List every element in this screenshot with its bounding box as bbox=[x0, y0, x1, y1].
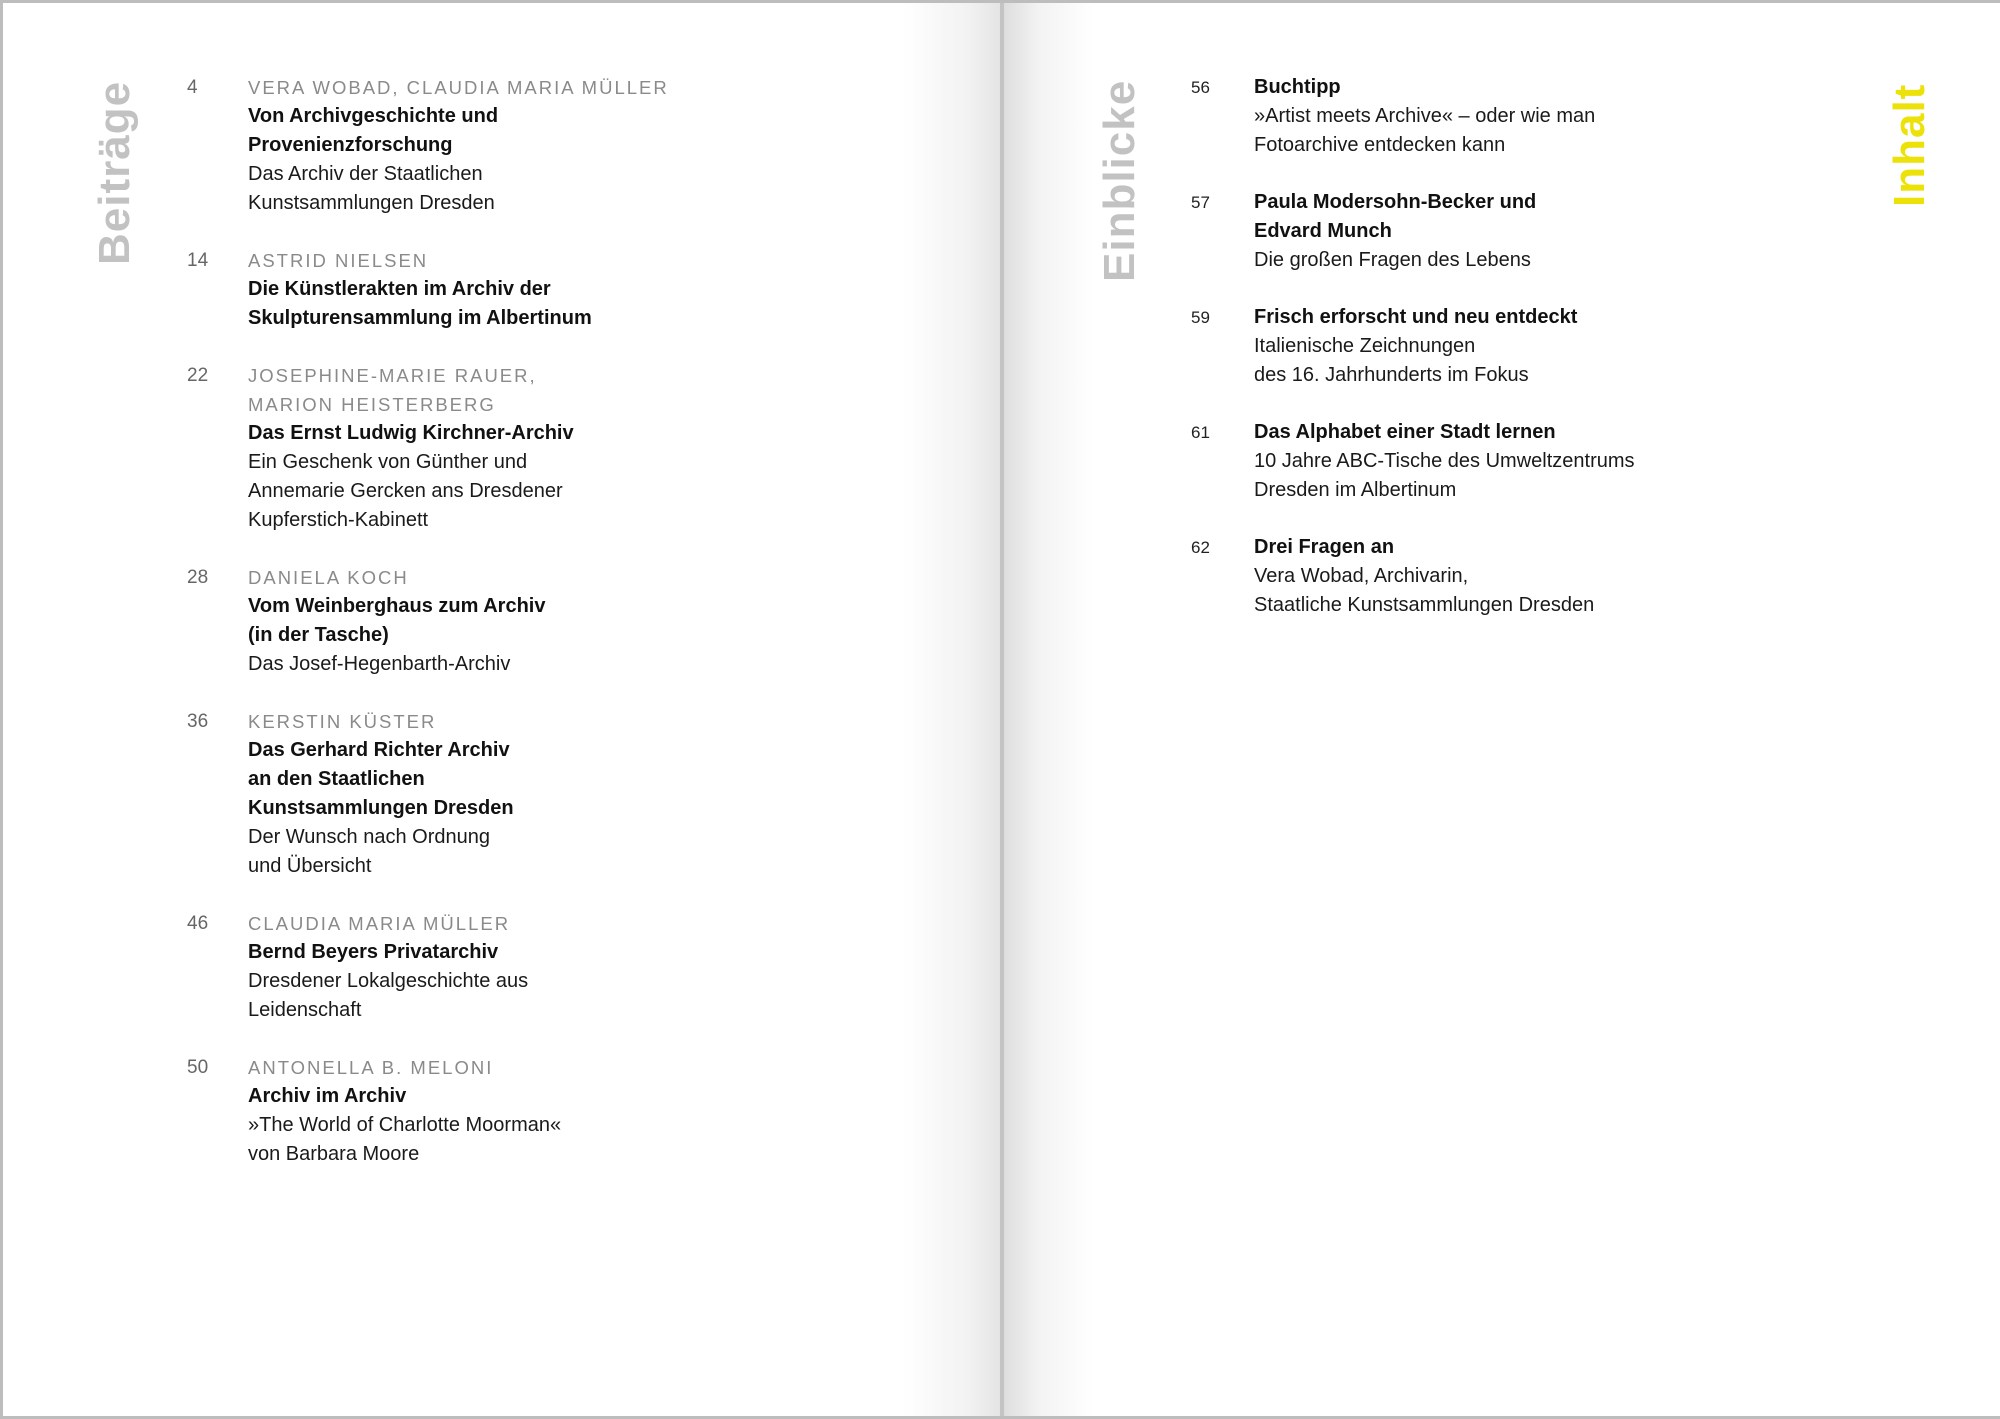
entry-subtitle: »The World of Charlotte Moorman« von Barbara Moore bbox=[248, 1114, 562, 1165]
entry-body bbox=[1254, 188, 1751, 275]
entry-body bbox=[1254, 73, 1751, 160]
page-number: 46 bbox=[187, 913, 209, 934]
entry-subtitle: »Artist meets Archive« – oder wie man Fotoarchive entdecken kann bbox=[1254, 105, 1596, 156]
page-number: 22 bbox=[187, 365, 209, 386]
contents-heading: Inhalt bbox=[1885, 83, 1934, 207]
toc-entry[interactable] bbox=[1191, 73, 1751, 160]
entry-body bbox=[1254, 533, 1751, 620]
section-label-einblicke: Einblicke bbox=[1095, 79, 1144, 282]
entry-body bbox=[1254, 418, 1751, 505]
page-number: 61 bbox=[1191, 423, 1210, 442]
left-page bbox=[3, 3, 1001, 1416]
entry-author: DANIELA KOCH bbox=[248, 567, 409, 588]
entry-title: Das Ernst Ludwig Kirchner-Archiv bbox=[248, 422, 574, 444]
entry-author: JOSEPHINE-MARIE RAUER, MARION HEISTERBERG bbox=[248, 365, 537, 415]
entry-title: Vom Weinberghaus zum Archiv (in der Tasche) bbox=[248, 595, 546, 646]
entry-title: Archiv im Archiv bbox=[248, 1085, 407, 1107]
page-number: 50 bbox=[187, 1057, 209, 1078]
entry-subtitle: Ein Geschenk von Günther und Annemarie Gercken ans Dresdener Kupferstich-Kabinett bbox=[248, 451, 563, 531]
entry-subtitle: Italienische Zeichnungen des 16. Jahrhunderts im Fokus bbox=[1254, 335, 1529, 386]
insights-list bbox=[1191, 73, 1751, 648]
entry-subtitle: Dresdener Lokalgeschichte aus Leidenschaft bbox=[248, 970, 529, 1021]
contributions-list bbox=[187, 73, 787, 1197]
entry-subtitle: Das Josef-Hegenbarth-Archiv bbox=[248, 653, 511, 675]
entry-subtitle: Die großen Fragen des Lebens bbox=[1254, 249, 1531, 271]
page-number: 14 bbox=[187, 250, 209, 271]
toc-entry[interactable] bbox=[187, 246, 787, 333]
entry-author: ANTONELLA B. MELONI bbox=[248, 1057, 494, 1078]
entry-body bbox=[248, 909, 787, 1025]
entry-subtitle: 10 Jahre ABC-Tische des Umweltzentrums Dresden im Albertinum bbox=[1254, 450, 1635, 501]
entry-body bbox=[248, 73, 787, 218]
toc-entry[interactable] bbox=[187, 1053, 787, 1169]
entry-author: ASTRID NIELSEN bbox=[248, 250, 429, 271]
entry-author: VERA WOBAD, CLAUDIA MARIA MÜLLER bbox=[248, 77, 669, 98]
entry-title: Von Archivgeschichte und Provenienzforschung bbox=[248, 105, 499, 156]
entry-title: Buchtipp bbox=[1254, 76, 1341, 98]
entry-author: CLAUDIA MARIA MÜLLER bbox=[248, 913, 511, 934]
entry-subtitle: Der Wunsch nach Ordnung und Übersicht bbox=[248, 826, 490, 877]
entry-body bbox=[1254, 303, 1751, 390]
entry-title: Das Alphabet einer Stadt lernen bbox=[1254, 421, 1556, 443]
entry-body bbox=[248, 707, 787, 881]
entry-title: Die Künstlerakten im Archiv der Skulpturensammlung im Albertinum bbox=[248, 278, 592, 329]
page-number: 59 bbox=[1191, 308, 1210, 327]
entry-body bbox=[248, 361, 787, 535]
entry-body bbox=[248, 563, 787, 679]
toc-entry[interactable] bbox=[187, 563, 787, 679]
toc-entry[interactable] bbox=[187, 73, 787, 218]
toc-entry[interactable] bbox=[187, 361, 787, 535]
page-number: 28 bbox=[187, 567, 209, 588]
toc-entry[interactable] bbox=[187, 707, 787, 881]
page-number: 56 bbox=[1191, 78, 1210, 97]
toc-entry[interactable] bbox=[1191, 418, 1751, 505]
entry-body bbox=[248, 1053, 787, 1169]
page-number: 36 bbox=[187, 711, 209, 732]
entry-author: KERSTIN KÜSTER bbox=[248, 711, 437, 732]
section-label-beitraege: Beiträge bbox=[90, 80, 139, 265]
toc-entry[interactable] bbox=[1191, 303, 1751, 390]
entry-title: Frisch erforscht und neu entdeckt bbox=[1254, 306, 1578, 328]
entry-subtitle: Vera Wobad, Archivarin, Staatliche Kunstsammlungen Dresden bbox=[1254, 565, 1595, 616]
page-number: 62 bbox=[1191, 538, 1210, 557]
entry-title: Drei Fragen an bbox=[1254, 536, 1395, 558]
entry-subtitle: Das Archiv der Staatlichen Kunstsammlungen Dresden bbox=[248, 163, 495, 214]
page-number: 4 bbox=[187, 77, 198, 98]
entry-title: Das Gerhard Richter Archiv an den Staatlichen Kunstsammlungen Dresden bbox=[248, 739, 514, 819]
page-number: 57 bbox=[1191, 193, 1210, 212]
toc-entry[interactable] bbox=[1191, 533, 1751, 620]
entry-title: Bernd Beyers Privatarchiv bbox=[248, 941, 499, 963]
toc-entry[interactable] bbox=[1191, 188, 1751, 275]
entry-title: Paula Modersohn-Becker und Edvard Munch bbox=[1254, 191, 1537, 242]
right-page bbox=[1004, 3, 2000, 1416]
entry-body bbox=[248, 246, 787, 333]
toc-entry[interactable] bbox=[187, 909, 787, 1025]
